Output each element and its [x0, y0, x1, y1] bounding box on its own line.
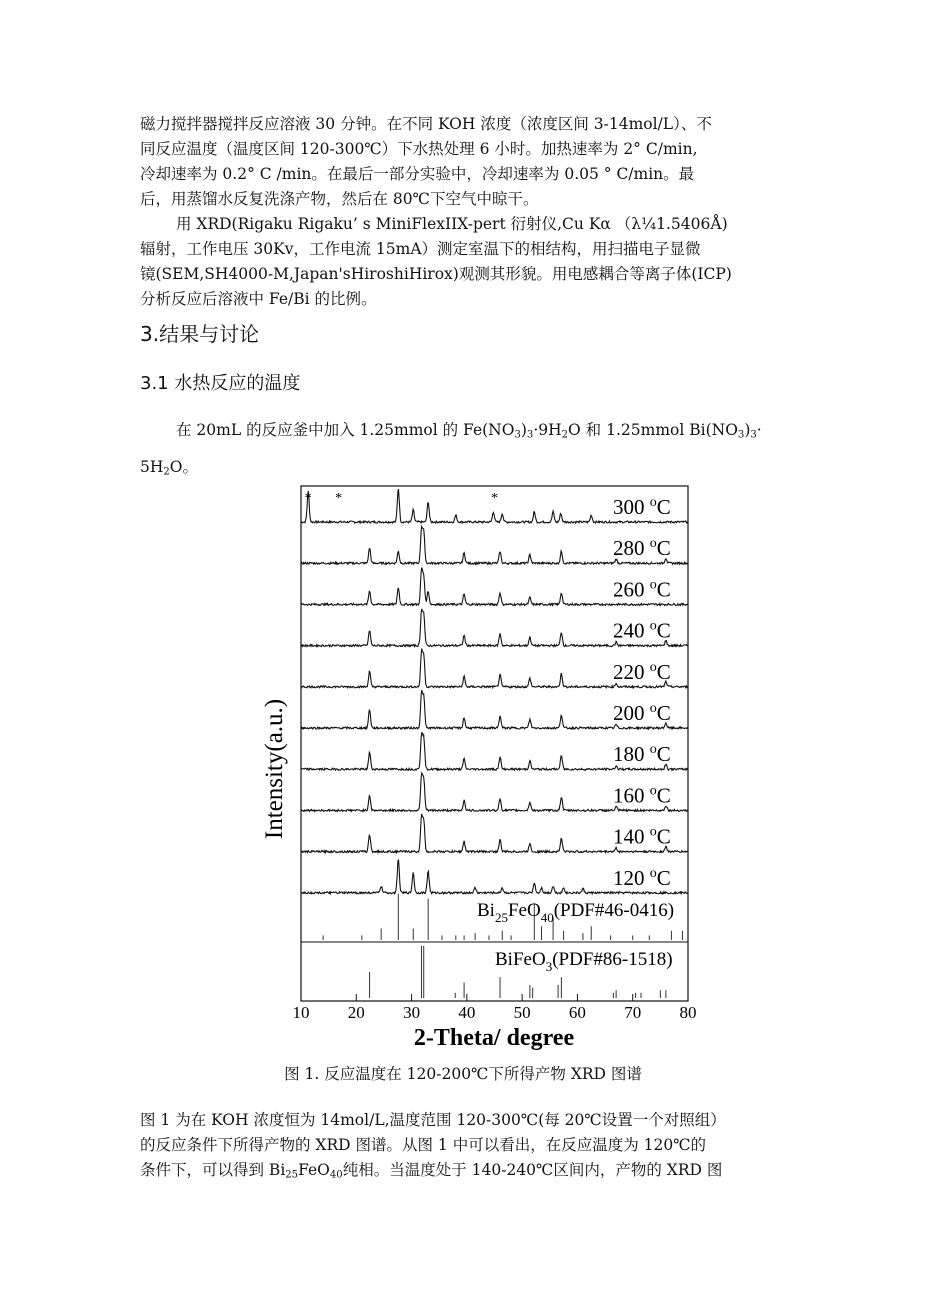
ref-formula: Bi — [477, 900, 495, 921]
text-line — [140, 1158, 790, 1183]
text-line: 冷却速率为 0.2° C /min。在最后一部分实验中，冷却速率为 0.05 ° C/min。最 — [140, 165, 695, 183]
ref-subscript: 3 — [545, 959, 553, 974]
label-degree: o — [649, 865, 657, 881]
intro-paragraph — [140, 112, 790, 212]
text: 在 20mL 的反应釜中加入 1.25mmol 的 Fe(NO — [176, 421, 515, 439]
reference-label — [495, 949, 673, 974]
label-number: 200 — [613, 701, 650, 725]
trace-label — [613, 577, 671, 601]
label-unit: C — [656, 742, 671, 767]
impurity-marker: * — [335, 491, 343, 506]
text-line: 辐射，工作电压 30Kv，工作电流 15mA）测定室温下的相结构，用扫描电子显微 — [140, 240, 701, 258]
label-unit: C — [656, 536, 671, 561]
text: O。 — [169, 458, 199, 476]
label-number: 280 — [613, 536, 650, 561]
subscript: 2 — [163, 466, 170, 478]
methods-paragraph — [140, 212, 790, 312]
traces — [301, 489, 688, 894]
x-tick-label: 50 — [513, 1003, 531, 1022]
text: · — [756, 421, 762, 439]
trace-label — [613, 866, 671, 890]
text-line: 同反应温度（温度区间 120-300℃）下水热处理 6 小时。加热速率为 2° C/min, — [140, 140, 698, 158]
figure-caption: 图 1. 反应温度在 120-200℃下所得产物 XRD 图谱 — [284, 1065, 642, 1083]
label-number: 140 — [613, 824, 650, 849]
y-axis-label-group — [261, 699, 288, 839]
text: FeO — [298, 1161, 330, 1179]
text-line: 分析反应后溶液中 Fe/Bi 的比例。 — [140, 290, 377, 308]
label-degree: o — [649, 536, 657, 552]
label-unit: C — [656, 783, 671, 808]
trace-label — [613, 783, 671, 807]
label-unit: C — [656, 701, 671, 725]
ref-pdf: (PDF#86-1518) — [552, 949, 673, 970]
text: 条件下，可以得到 Bi — [140, 1161, 286, 1179]
subscript: 3 — [526, 429, 534, 441]
label-degree: o — [649, 824, 657, 840]
text: ) — [520, 421, 527, 439]
impurity-marker: * — [491, 491, 498, 506]
subscript: 3 — [514, 429, 521, 441]
trace-label — [613, 742, 671, 766]
text: ) — [744, 421, 751, 439]
ref-subscript: 40 — [540, 910, 554, 925]
text-line — [140, 418, 790, 443]
text: 纯相。当温度处于 140-240℃区间内，产物的 XRD 图 — [342, 1161, 723, 1179]
label-degree: o — [649, 618, 657, 634]
subscript: 3 — [750, 429, 757, 441]
subscript: 3 — [737, 429, 745, 441]
trace-label — [613, 619, 671, 643]
label-number: 260 — [613, 577, 650, 602]
ref-formula: FeO — [507, 900, 541, 921]
y-axis-label: Intensity(a.u.) — [261, 698, 288, 840]
text-line: 磁力搅拌器搅拌反应溶液 30 分钟。在不同 KOH 浓度（浓度区间 3-14mol/L）、不 — [140, 115, 712, 133]
ref-pdf: (PDF#46-0416) — [553, 900, 675, 921]
trace-label — [613, 660, 671, 684]
text-line: 图 1 为在 KOH 浓度恒为 14mol/L,温度范围 120-300℃(每 20℃设置一个对照组） — [140, 1111, 726, 1129]
subscript: 2 — [561, 429, 569, 441]
text-line: 镜(SEM,SH4000-M,Japan'sHiroshiHirox)观测其形貌。用电感耦合等离子体(ICP) — [140, 265, 732, 283]
label-number: 300 — [613, 495, 650, 519]
trace-label — [613, 701, 671, 725]
x-tick-label: 30 — [403, 1003, 421, 1022]
x-tick-label: 60 — [568, 1003, 586, 1022]
label-unit: C — [656, 495, 671, 519]
x-axis-ticks — [293, 994, 697, 1022]
discussion-paragraph — [140, 1108, 790, 1183]
subscript: 25 — [285, 1169, 299, 1181]
label-degree: o — [649, 783, 657, 799]
impurity-marker: * — [304, 491, 312, 506]
label-number: 240 — [613, 618, 650, 643]
label-number: 160 — [613, 783, 650, 808]
xrd-chart — [255, 484, 705, 1054]
x-tick-label: 10 — [292, 1003, 310, 1022]
x-tick-label: 80 — [679, 1003, 697, 1022]
trace-label — [613, 825, 671, 849]
label-unit: C — [656, 618, 671, 643]
ref-subscript: 25 — [494, 910, 508, 925]
text-line: 用 XRD(Rigaku Rigaku’ s MiniFlexIIX-pert 衍射仪,Cu Kα （λ¼1.5406Å) — [176, 215, 728, 233]
subsection-heading: 3.1 水热反应的温度 — [140, 373, 301, 394]
label-number: 120 — [613, 865, 650, 890]
x-axis-label: 2-Theta/ degree — [413, 1025, 575, 1051]
label-degree: o — [649, 659, 657, 675]
label-degree: o — [649, 742, 657, 758]
label-unit: C — [656, 659, 671, 684]
label-number: 180 — [613, 742, 650, 767]
references — [323, 894, 682, 998]
x-tick-label: 70 — [624, 1003, 642, 1022]
label-degree: o — [649, 577, 657, 593]
label-degree: o — [649, 495, 657, 510]
experiment-paragraph — [140, 418, 790, 480]
text-line — [140, 455, 790, 480]
text-line: 后，用蒸馏水反复洗涤产物，然后在 80℃下空气中晾干。 — [140, 190, 539, 208]
trace-label — [613, 536, 671, 560]
section-heading: 3.结果与讨论 — [140, 322, 260, 346]
x-tick-label: 40 — [458, 1003, 476, 1022]
subscript: 40 — [329, 1169, 343, 1181]
label-number: 220 — [613, 659, 650, 684]
label-degree: o — [649, 701, 657, 716]
label-unit: C — [656, 824, 671, 849]
text: 5H — [140, 458, 164, 476]
label-unit: C — [656, 577, 671, 602]
ref-formula: BiFeO — [495, 949, 546, 970]
text: O 和 1.25mmol Bi(NO — [568, 421, 738, 439]
label-unit: C — [656, 865, 671, 890]
trace-label — [613, 495, 671, 519]
text: ·9H — [533, 421, 562, 439]
text-line: 的反应条件下所得产物的 XRD 图谱。从图 1 中可以看出，在反应温度为 120℃的 — [140, 1136, 707, 1154]
x-tick-label: 20 — [347, 1003, 365, 1022]
reference-label — [477, 900, 674, 925]
